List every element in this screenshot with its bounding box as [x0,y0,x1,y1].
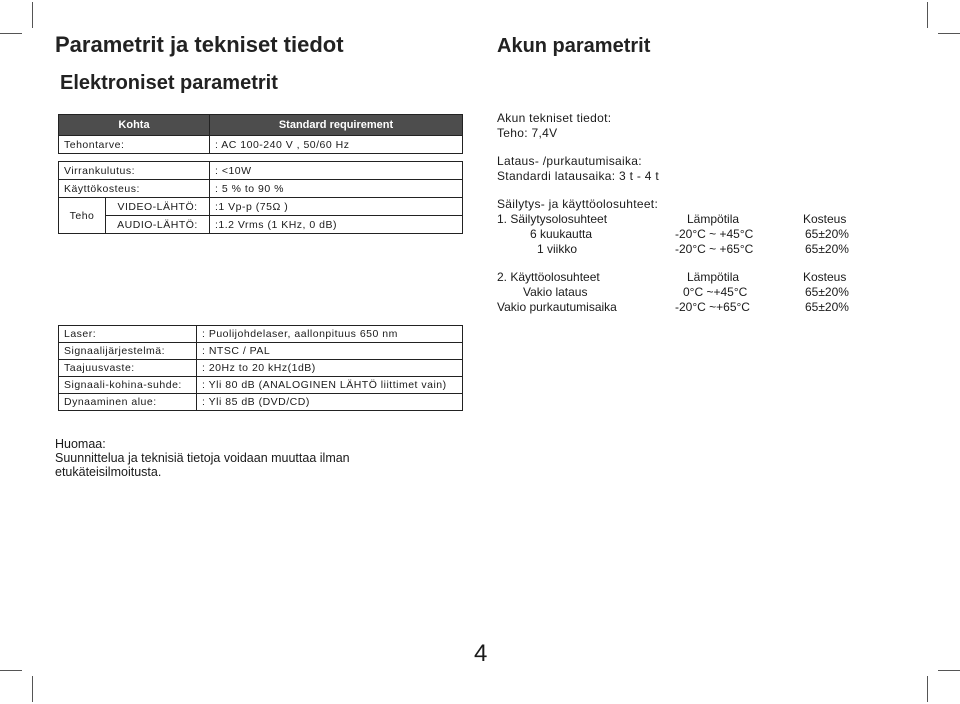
storage-heading: 1. Säilytysolosuhteet [497,212,608,226]
page-title: Parametrit ja tekniset tiedot [55,32,344,57]
row-label: Virrankulutus: [59,162,210,180]
row-label: Signaalijärjestelmä: [59,343,197,360]
table-header-item: Kohta [59,115,210,136]
note-title: Huomaa: [55,437,106,451]
section-title: Elektroniset parametrit [60,72,278,94]
battery-tech-title: Akun tekniset tiedot: [497,111,612,125]
operation-row-label: Vakio lataus [523,285,588,299]
battery-title: Akun parametrit [497,35,651,57]
crop-mark [938,670,960,671]
row-value: : Puolijohdelaser, aallonpituus 650 nm [197,326,463,343]
table-row [59,198,463,216]
storage-row [497,227,877,241]
note-block [55,437,350,479]
charge-block [497,154,659,183]
table-row [59,216,463,234]
storage-header-row [497,212,877,226]
battery-voltage: Teho: 7,4V [497,125,558,140]
table-row [59,377,463,394]
row-value: : 20Hz to 20 kHz(1dB) [197,360,463,377]
row-value: : NTSC / PAL [197,343,463,360]
electronic-parameters-table [58,114,463,234]
row-label: Laser: [59,326,197,343]
row-label: AUDIO-LÄHTÖ: [106,216,210,234]
row-value: : <10W [210,162,463,180]
table-header-requirement: Standard requirement [210,115,463,136]
table-row [59,326,463,343]
col-temp-label: Lämpötila [687,212,740,226]
table-row [59,136,463,154]
note-text-line: etukäteisilmoitusta. [55,465,162,479]
battery-tech-block [497,111,611,140]
storage-row-hum: 65±20% [805,242,849,256]
table-row [59,360,463,377]
operation-row [497,285,877,299]
crop-mark [32,2,33,28]
crop-mark [927,676,928,702]
storage-row-temp: -20°C ~ +45°C [675,227,754,241]
operation-header-row [497,270,877,284]
storage-row [497,242,877,256]
row-label: Taajuusvaste: [59,360,197,377]
row-value: : AC 100-240 V , 50/60 Hz [210,136,463,154]
row-value: : 5 % to 90 % [210,180,463,198]
row-value: :1 Vp-p (75Ω ) [210,198,463,216]
row-label: VIDEO-LÄHTÖ: [106,198,210,216]
table-row [59,394,463,411]
row-label: Käyttökosteus: [59,180,210,198]
storage-row-hum: 65±20% [805,227,849,241]
page-number: 4 [474,640,488,667]
storage-row-label: 1 viikko [537,242,578,256]
note-text-line: Suunnittelua ja teknisiä tietoja voidaan muuttaa ilman [55,451,350,465]
operation-heading: 2. Käyttöolosuhteet [497,270,600,284]
operation-row-hum: 65±20% [805,300,849,314]
crop-mark [0,670,22,671]
operation-row-temp: 0°C ~+45°C [683,285,748,299]
crop-mark [927,2,928,28]
table-row [59,180,463,198]
table-row [59,343,463,360]
row-value: : Yli 80 dB (ANALOGINEN LÄHTÖ liittimet vain) [197,377,463,394]
row-label: Dynaaminen alue: [59,394,197,411]
laser-parameters-table [58,325,463,411]
col-hum-label: Kosteus [803,212,847,226]
storage-row-label: 6 kuukautta [530,227,593,241]
operation-row [497,300,877,314]
operation-row-label: Vakio purkautumisaika [497,300,617,314]
row-value: :1.2 Vrms (1 KHz, 0 dB) [210,216,463,234]
col-temp-label: Lämpötila [687,270,740,284]
crop-mark [32,676,33,702]
row-value: : Yli 85 dB (DVD/CD) [197,394,463,411]
crop-mark [0,33,22,34]
charge-title: Lataus- /purkautumisaika: [497,154,642,168]
charge-time: Standardi latausaika: 3 t - 4 t [497,168,660,183]
row-label: Tehontarve: [59,136,210,154]
storage-row-temp: -20°C ~ +65°C [675,242,754,256]
operation-row-temp: -20°C ~+65°C [675,300,750,314]
storage-title: Säilytys- ja käyttöolosuhteet: [497,197,659,211]
table-row [59,162,463,180]
teho-label: Teho [59,198,106,234]
row-gap [59,154,463,162]
crop-mark [938,33,960,34]
col-hum-label: Kosteus [803,270,847,284]
operation-row-hum: 65±20% [805,285,849,299]
row-label: Signaali-kohina-suhde: [59,377,197,394]
